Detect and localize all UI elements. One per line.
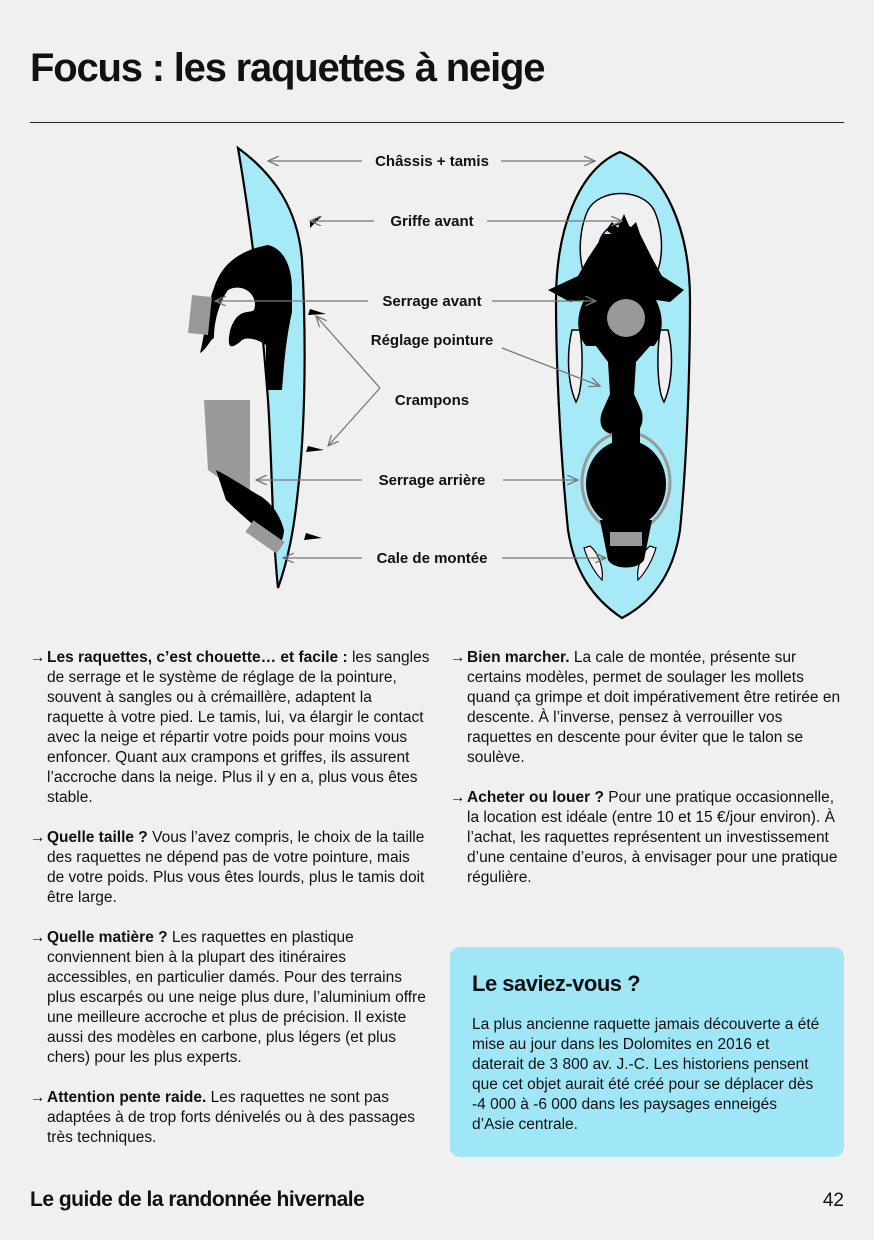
side-crampon-2	[306, 446, 324, 452]
arrow-right-icon: →	[450, 789, 466, 806]
side-crampon-1	[308, 309, 326, 315]
label-griffe-avant: Griffe avant	[390, 213, 474, 230]
arrow-right-icon: →	[450, 649, 466, 666]
left-column	[30, 648, 430, 1168]
side-claw-1	[310, 216, 322, 228]
list-item	[450, 788, 850, 888]
arrow-right-icon: →	[30, 1089, 46, 1106]
snowshoe-top-view	[548, 152, 690, 618]
snowshoe-diagram	[0, 130, 874, 630]
label-reglage-pointure: Réglage pointure	[370, 332, 494, 349]
footer-title: Le guide de la randonnée hivernale	[30, 1188, 365, 1211]
callout-title: Le saviez-vous ?	[472, 971, 641, 996]
top-climbing-wedge	[610, 532, 642, 546]
top-heel-bridge	[612, 424, 640, 446]
list-item	[30, 828, 430, 908]
item-text: Les raquettes en plastique conviennent bien à la plupart des itinéraires accessibles, en particulier damés. Pour des terrains plus escarpés ou une neige plus dure, l’aluminium offre une meilleure accroche et plus de précision. Il existe aussi des modèles en carbone, plus légers (et plus chers) pour les plus experts.	[47, 929, 426, 1066]
item-heading: Bien marcher.	[467, 649, 570, 666]
label-serrage-avant: Serrage avant	[382, 293, 482, 310]
item-text: Les raquettes ne sont pas adaptées à de trop forts dénivelés ou à des passages très techniques.	[47, 1089, 415, 1146]
list-item	[30, 648, 430, 808]
arrow-right-icon: →	[30, 929, 46, 946]
callout-text: La plus ancienne raquette jamais découverte a été mise au jour dans les Dolomites en 2016 et daterait de 3 800 av. J.-C. Les historiens pensent que cet objet aurait été créé pour se déplacer dès -4 000 à -6 000 dans les paysages enneigés d’Asie centrale.	[472, 1016, 820, 1133]
item-heading: Les raquettes, c’est chouette… et facile :	[47, 649, 348, 666]
item-heading: Quelle matière ?	[47, 929, 168, 946]
side-crampon-3	[304, 533, 322, 540]
top-heel-plate	[586, 440, 666, 528]
snowshoe-side-view	[188, 148, 326, 588]
item-text: La cale de montée, présente sur certains modèles, permet de soulager les mollets quand ça grimpe et doit impérativement être retirée en descente. À l’inverse, pensez à verrouiller vos raquettes en descente pour éviter que le talon se soulève.	[467, 649, 841, 766]
side-front-binding	[200, 245, 292, 390]
label-cale-montee: Cale de montée	[376, 550, 488, 567]
list-item	[30, 1088, 430, 1148]
page-number: 42	[822, 1190, 844, 1211]
label-serrage-arriere: Serrage arrière	[378, 472, 486, 489]
item-text: Pour une pratique occasionnelle, la location est idéale (entre 10 et 15 €/jour environ). À l’achat, les raquettes représentent un investissement d’une centaine d’euros, à envisager pour une pratique régulière.	[467, 789, 838, 886]
page-title: Focus : les raquettes à neige	[30, 46, 545, 90]
list-item	[30, 928, 430, 1068]
side-front-strap	[188, 295, 212, 335]
label-crampons: Crampons	[394, 392, 470, 409]
arrow-right-icon: →	[30, 649, 46, 666]
arrow-right-icon: →	[30, 829, 46, 846]
item-text: Vous l’avez compris, le choix de la taille des raquettes ne dépend pas de votre pointure, mais de votre poids. Plus vous êtes lourds, plus le tamis doit être large.	[47, 829, 425, 906]
item-text: les sangles de serrage et le système de réglage de la pointure, souvent à sangles ou à crémaillère, adaptent la raquette à votre pied. Le tamis, lui, va élargir le contact avec la neige et répartir votre poids pour moins vous enfoncer. Quant aux crampons et griffes, ils assurent l’accroche dans la neige. Plus il y en a, plus vous êtes stable.	[47, 649, 430, 806]
list-item	[450, 648, 850, 768]
right-column	[450, 648, 850, 908]
top-pivot	[607, 299, 645, 337]
label-chassis: Châssis + tamis	[375, 153, 489, 170]
item-heading: Quelle taille ?	[47, 829, 148, 846]
item-heading: Attention pente raide.	[47, 1089, 207, 1106]
did-you-know-box	[450, 947, 844, 1157]
item-heading: Acheter ou louer ?	[467, 789, 604, 806]
title-divider	[30, 122, 844, 123]
